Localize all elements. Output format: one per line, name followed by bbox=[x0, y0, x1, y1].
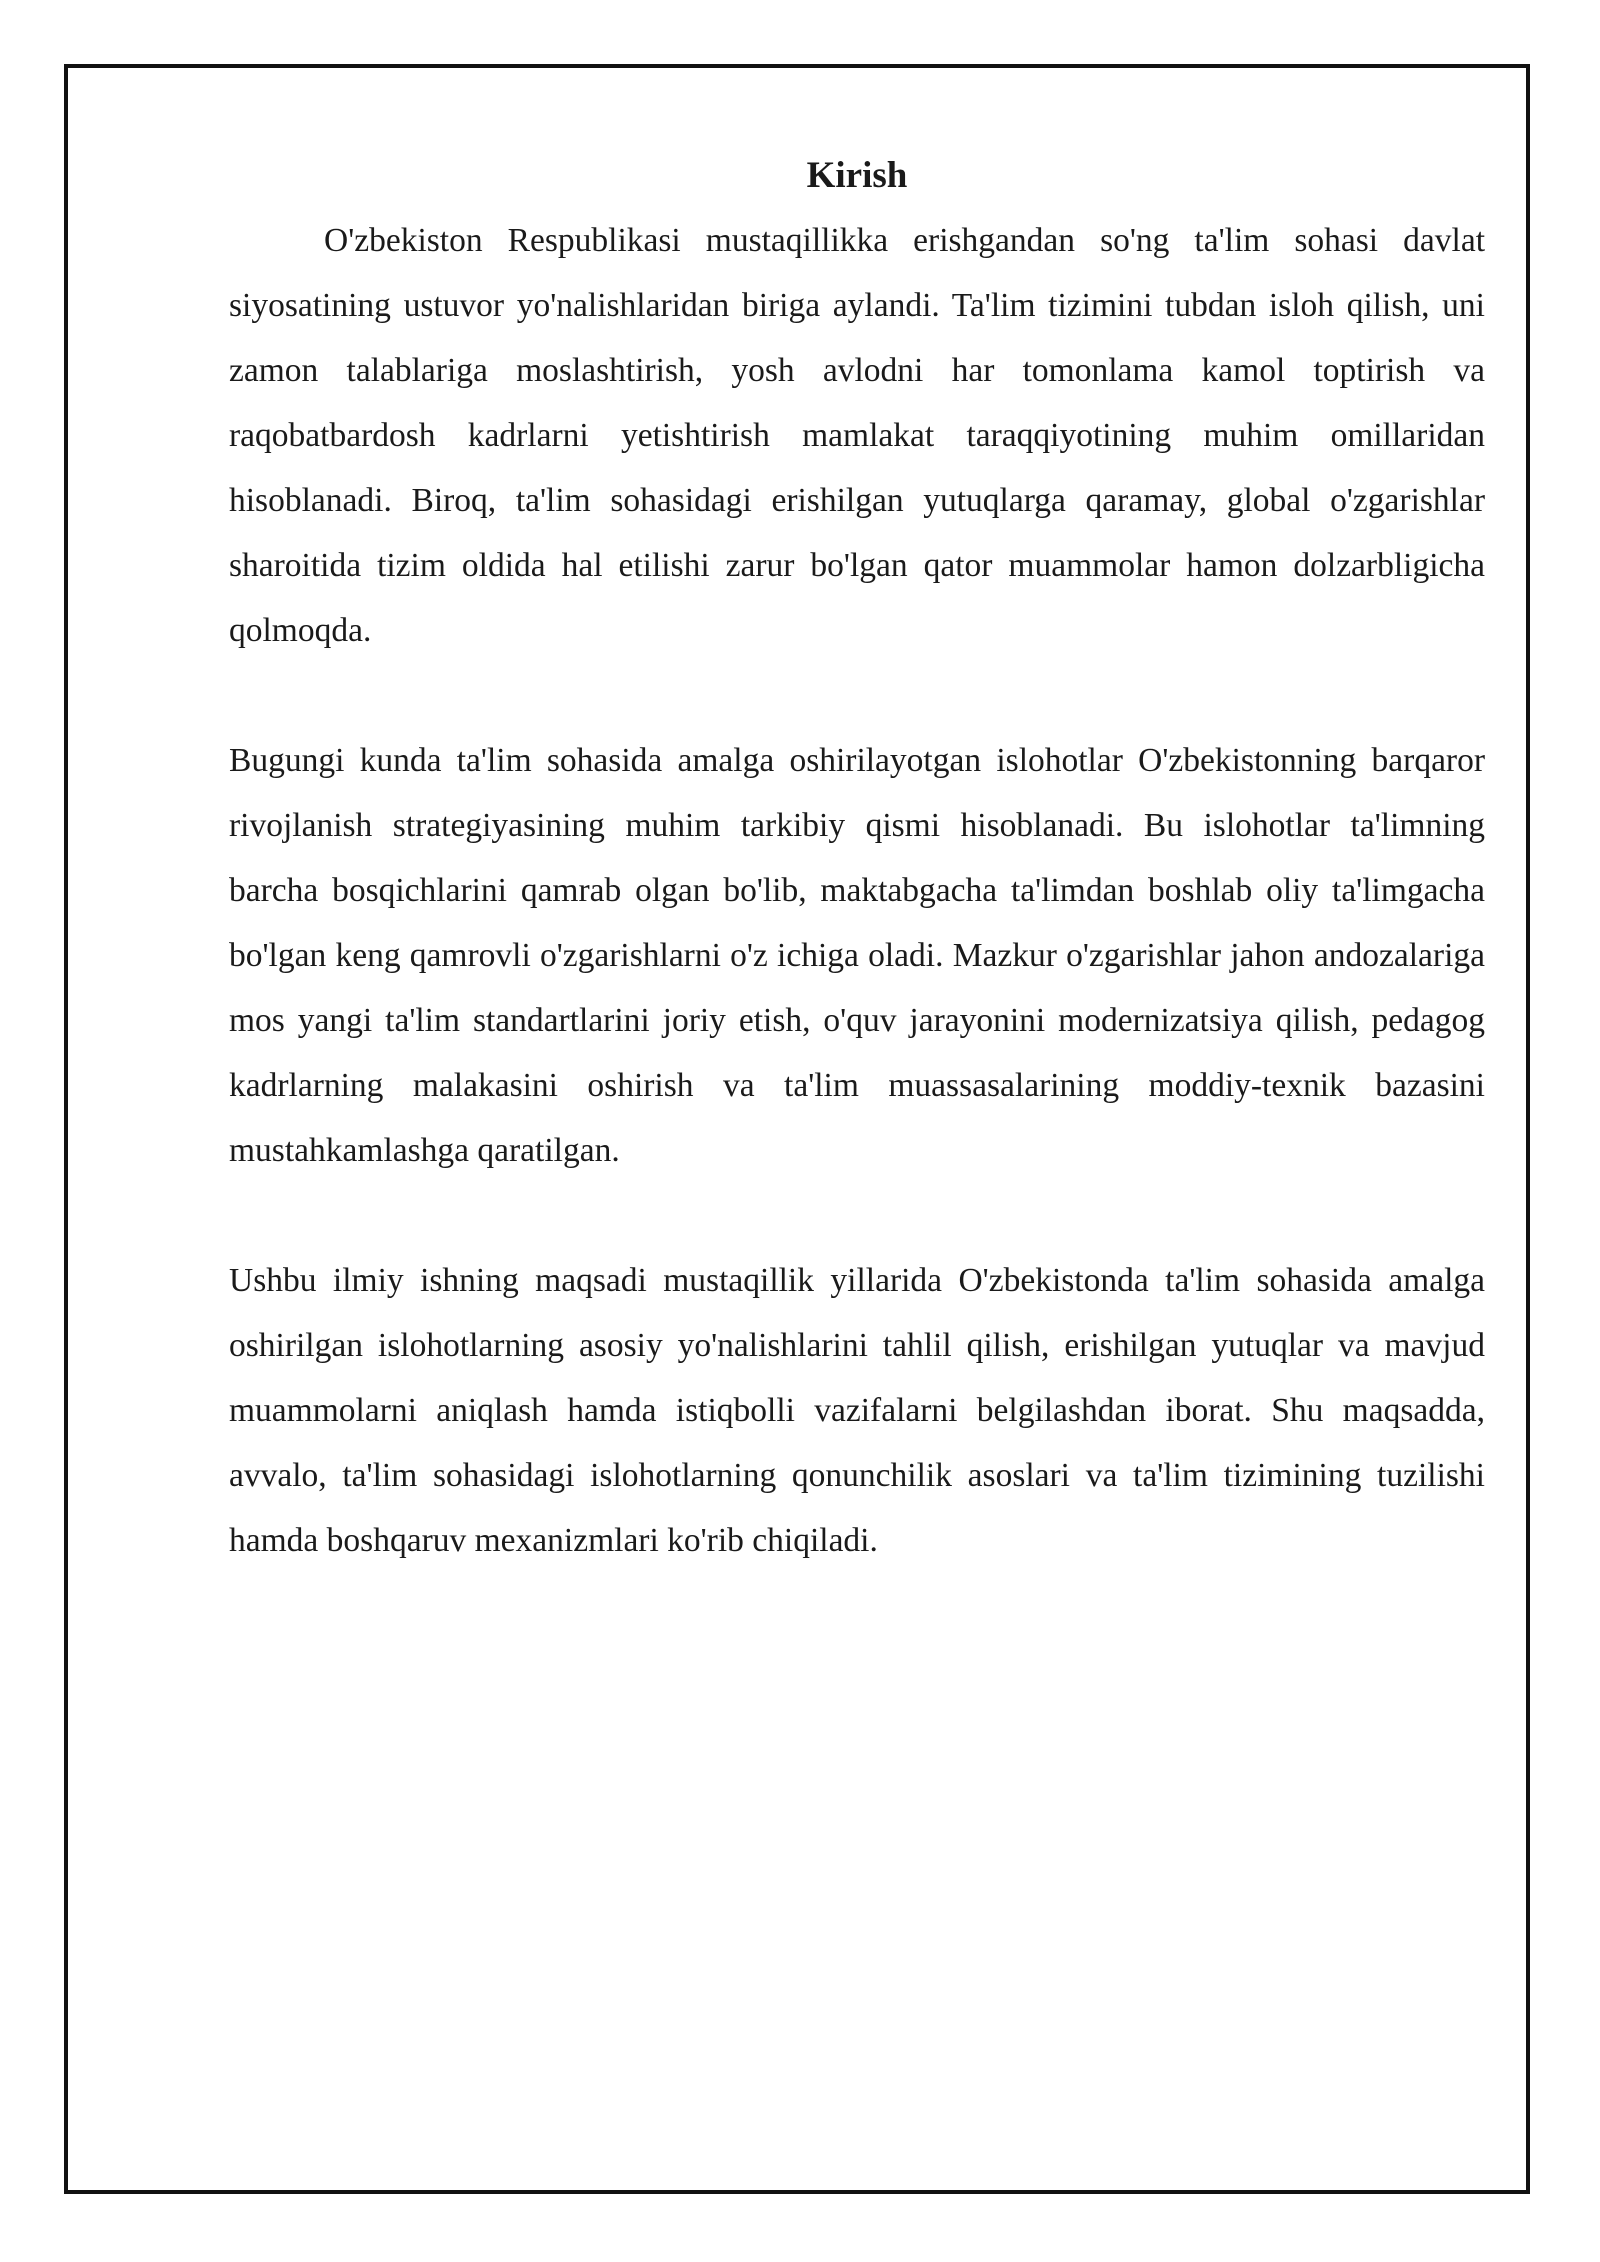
document-body bbox=[229, 144, 1485, 1573]
paragraph-intro: O'zbekiston Respublikasi mustaqillikka erishgandan so'ng ta'lim sohasi davlat siyosatining ustuvor yo'nalishlaridan biriga aylandi. Ta'lim tizimini tubdan isloh qilish, uni zamon talablariga moslashtirish, yosh avlodni har tomonlama kamol toptirish va raqobatbardosh kadrlarni yetishtirish mamlakat taraqqiyotining muhim omillaridan hisoblanadi. Biroq, ta'lim sohasidagi erishilgan yutuqlarga qaramay, global o'zgarishlar sharoitida tizim oldida hal etilishi zarur bo'lgan qator muammolar hamon dolzarbligicha qolmoqda. bbox=[229, 222, 1485, 649]
paragraph-spacer bbox=[229, 1183, 1485, 1248]
paragraph-purpose: Ushbu ilmiy ishning maqsadi mustaqillik yillarida O'zbekistonda ta'lim sohasida amalga oshirilgan islohotlarning asosiy yo'nalishlarini tahlil qilish, erishilgan yutuqlar va mavjud muammolarni aniqlash hamda istiqbolli vazifalarni belgilashdan iborat. Shu maqsadda, avvalo, ta'lim sohasidagi islohotlarning qonunchilik asoslari va ta'lim tizimining tuzilishi hamda boshqaruv mexanizmlari ko'rib chiqiladi. bbox=[229, 1262, 1485, 1559]
paragraph-reforms: Bugungi kunda ta'lim sohasida amalga oshirilayotgan islohotlar O'zbekistonning barqaror rivojlanish strategiyasining muhim tarkibiy qismi hisoblanadi. Bu islohotlar ta'limning barcha bosqichlarini qamrab olgan bo'lib, maktabgacha ta'limdan boshlab oliy ta'limgacha bo'lgan keng qamrovli o'zgarishlarni o'z ichiga oladi. Mazkur o'zgarishlar jahon andozalariga mos yangi ta'lim standartlarini joriy etish, o'quv jarayonini modernizatsiya qilish, pedagog kadrlarning malakasini oshirish va ta'lim muassasalarining moddiy-texnik bazasini mustahkamlashga qaratilgan. bbox=[229, 742, 1485, 1169]
document-title: Kirish bbox=[806, 155, 908, 196]
paragraph-spacer bbox=[229, 663, 1485, 728]
